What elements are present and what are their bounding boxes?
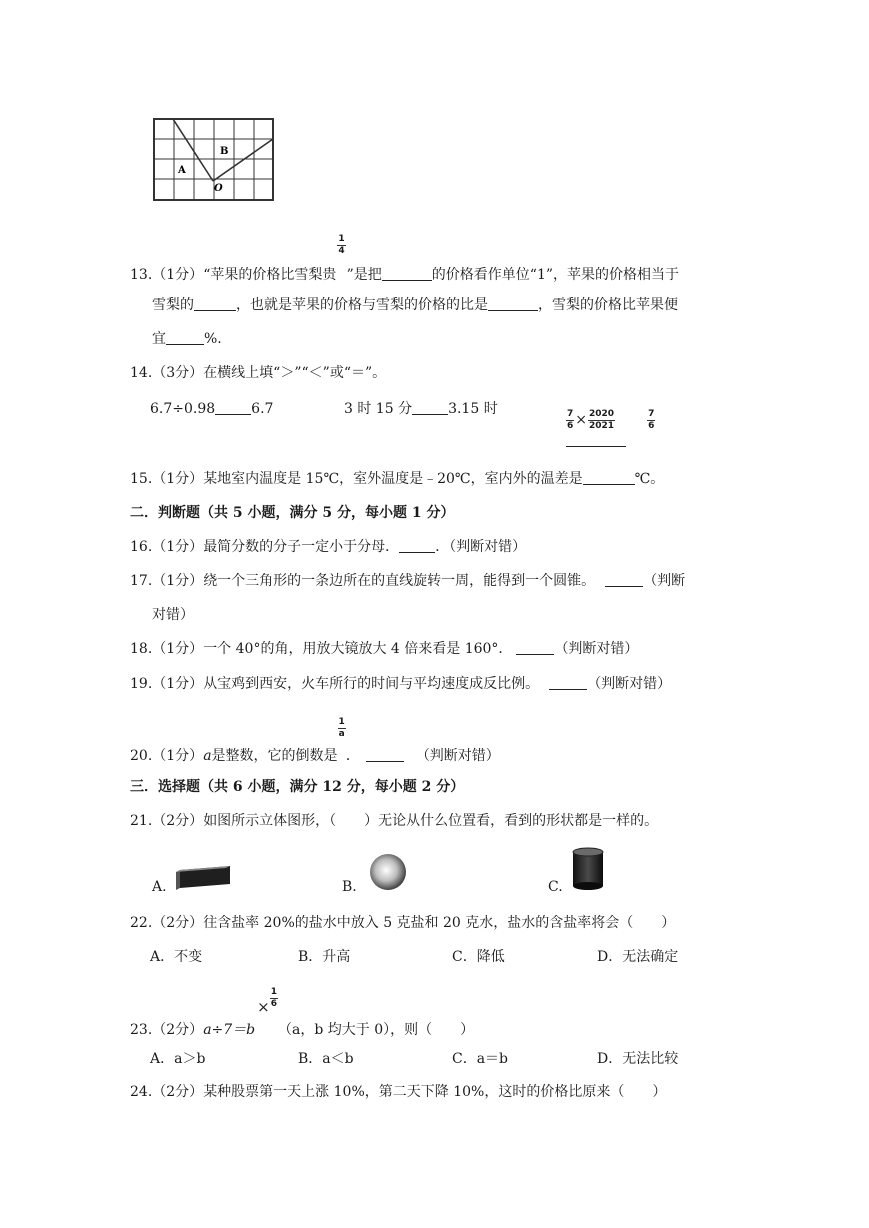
q24-text: 某种股票第一天上涨 10%，第二天下降 10%，这时的价格比原来（ ）: [203, 1084, 667, 1100]
q20-blank: [366, 760, 404, 762]
q13-blank-2: [194, 309, 236, 311]
q13-line1: [130, 234, 680, 283]
q14-blank-1: [215, 413, 251, 415]
q21-text: 如图所示立体图形，（ ）无论从什么位置看，看到的形状都是一样的。: [203, 813, 659, 829]
q14-item3-frac2-den: 2021: [589, 421, 615, 431]
q14-score: （3分）: [152, 365, 204, 381]
q13-line3: [152, 332, 222, 346]
q23-frac-num: 1: [270, 987, 277, 997]
q21-option-a-label: A.: [152, 879, 167, 895]
q19-score: （1分）: [152, 676, 204, 692]
q17-number: 17.: [130, 573, 153, 589]
q14-item2-left: 3 时 15 分: [344, 401, 413, 417]
q21-number: 21.: [130, 813, 153, 829]
q14-item3-frac2-num: 2020: [589, 409, 615, 419]
q22-line: [130, 916, 675, 930]
q19-number: 19.: [130, 676, 153, 692]
q17-text-2: （判断: [643, 573, 686, 589]
q23-option-a: A．a＞b: [150, 1051, 206, 1067]
q20-frac-num: 1: [338, 717, 345, 727]
q20-var: a: [203, 748, 212, 764]
grid-diagram: [153, 118, 275, 202]
q22-option-d: D．无法确定: [597, 949, 679, 965]
q13-line3-b: %.: [204, 331, 222, 347]
cuboid-figure: [174, 864, 234, 895]
section2-title: 二．判断题（共 5 小题，满分 5 分，每小题 1 分）: [130, 505, 455, 521]
q18-line: [130, 642, 638, 656]
q18-text-1: 一个 40°的角，用放大镜放大 4 倍来看是 160°．: [203, 641, 513, 657]
q22-score: （2分）: [152, 915, 204, 931]
q24-number: 24.: [130, 1084, 153, 1100]
q20-score: （1分）: [152, 748, 204, 764]
q15-score: （1分）: [152, 471, 204, 487]
q14-item1-left: 6.7÷0.98: [150, 401, 216, 417]
q15-text-2: ℃。: [634, 471, 665, 487]
q23-text: （a，b 均大于 0），则（ ）: [277, 1022, 475, 1038]
q17-line1: [130, 574, 685, 588]
q16-score: （1分）: [152, 539, 204, 555]
q22-option-a: A．不变: [150, 949, 203, 965]
q18-score: （1分）: [152, 641, 204, 657]
q21-score: （2分）: [152, 813, 204, 829]
q14-item3-frac3: [647, 410, 655, 431]
q20-line: [130, 717, 500, 764]
q14-item3-frac1-num: 7: [567, 409, 574, 419]
q14-blank-3: [566, 446, 626, 447]
q14-number: 14.: [130, 365, 153, 381]
q15-line: [130, 472, 664, 486]
q14-item1: [150, 402, 273, 416]
q17-blank: [605, 585, 643, 587]
q13-blank-4: [166, 343, 204, 345]
q14-text: 在横线上填“＞”“＜”或“＝”。: [203, 365, 387, 381]
q17-line2: 对错）: [152, 607, 194, 623]
q22-number: 22.: [130, 915, 153, 931]
q13-blank-3: [488, 309, 538, 311]
q16-text-2: ．（判断对错）: [435, 539, 527, 555]
q13-line2-b: ，也就是苹果的价格与雪梨的价格的比是: [236, 297, 488, 313]
q23-option-b: B．a＜b: [298, 1051, 354, 1067]
q17-score: （1分）: [152, 573, 204, 589]
q16-number: 16.: [130, 539, 153, 555]
sphere-figure: [368, 852, 408, 895]
q13-text-1: “苹果的价格比雪梨贵: [203, 267, 337, 283]
q20-number: 20.: [130, 748, 153, 764]
q15-number: 15.: [130, 471, 153, 487]
q22-text: 往含盐率 20%的盐水中放入 5 克盐和 20 克水，盐水的含盐率将会（ ）: [203, 915, 676, 931]
q23-line: [130, 987, 475, 1038]
figure-label-a: A: [178, 165, 186, 176]
q14-item1-right: 6.7: [251, 401, 274, 417]
q22-option-b: B．升高: [298, 949, 351, 965]
q16-line: [130, 540, 526, 554]
q13-text-2: ”是把: [346, 267, 382, 283]
q20-text-1: 是整数，它的倒数是: [211, 748, 338, 764]
q23-fraction: [270, 988, 278, 1009]
q14-item2: [344, 402, 498, 416]
q13-line2: [152, 298, 678, 312]
q18-text-2: （判断对错）: [554, 641, 639, 657]
q14-item3-frac2: [588, 410, 615, 431]
q14-item3-frac3-den: 6: [648, 421, 655, 431]
q20-text-2: ．: [345, 748, 360, 764]
q21-option-b-label: B.: [342, 879, 357, 895]
q21-option-c-label: C.: [548, 879, 563, 895]
figure-label-b: B: [220, 146, 229, 157]
q23-expr: a÷7＝b: [203, 1022, 256, 1038]
q23-frac-den: 6: [270, 999, 277, 1009]
q23-score: （2分）: [152, 1022, 204, 1038]
q20-text-3: （判断对错）: [415, 748, 500, 764]
q16-text-1: 最简分数的分子一定小于分母．: [203, 539, 400, 555]
q13-line3-a: 宜: [152, 331, 166, 347]
q19-text-1: 从宝鸡到西安，火车所行的时间与平均速度成反比例。: [203, 676, 540, 692]
q14-item3-frac3-num: 7: [648, 409, 655, 419]
q14-line1: [130, 366, 386, 380]
q14-item3-frac1: [566, 410, 574, 431]
q13-frac-num: 1: [338, 234, 345, 244]
q20-frac-den: a: [338, 729, 345, 739]
q13-text-3: 的价格看作单位“1”，苹果的价格相当于: [431, 267, 680, 283]
q13-number: 13.: [130, 267, 153, 283]
q16-blank: [399, 551, 435, 553]
cylinder-figure: [570, 846, 606, 895]
q14-blank-2: [412, 413, 448, 415]
q13-blank-1: [382, 279, 432, 281]
q14-item3: [566, 410, 655, 431]
q19-blank: [549, 688, 587, 690]
q13-frac-den: 4: [338, 246, 345, 256]
q18-blank: [516, 653, 554, 655]
q18-number: 18.: [130, 641, 153, 657]
q15-text-1: 某地室内温度是 15℃，室外温度是﹣20℃，室内外的温差是: [203, 471, 583, 487]
q23-option-d: D．无法比较: [597, 1051, 679, 1067]
q14-item2-right: 3.15 时: [448, 401, 498, 417]
q20-fraction: [338, 718, 346, 739]
q15-blank: [583, 483, 635, 485]
q13-line2-c: ，雪梨的价格比苹果便: [538, 297, 678, 313]
q14-item3-times: ×: [575, 412, 587, 428]
q21-line: [130, 814, 658, 828]
q23-number: 23.: [130, 1022, 153, 1038]
q23-option-c: C．a＝b: [452, 1051, 509, 1067]
angle-grid-figure: [153, 118, 275, 202]
section3-title: 三．选择题（共 6 小题，满分 12 分，每小题 2 分）: [130, 779, 465, 795]
q13-line2-a: 雪梨的: [152, 297, 194, 313]
q22-option-c: C．降低: [452, 949, 505, 965]
q24-line: [130, 1085, 666, 1099]
figure-label-o: O: [214, 183, 223, 194]
q19-text-2: （判断对错）: [587, 676, 672, 692]
q13-score: （1分）: [152, 267, 204, 283]
q23-times: ×: [257, 998, 270, 1016]
q19-line: [130, 677, 671, 691]
q24-score: （2分）: [152, 1084, 204, 1100]
q17-text-1: 绕一个三角形的一条边所在的直线旋转一周，能得到一个圆锥。: [203, 573, 596, 589]
q13-fraction: [337, 235, 345, 256]
q14-item3-frac1-den: 6: [567, 421, 574, 431]
